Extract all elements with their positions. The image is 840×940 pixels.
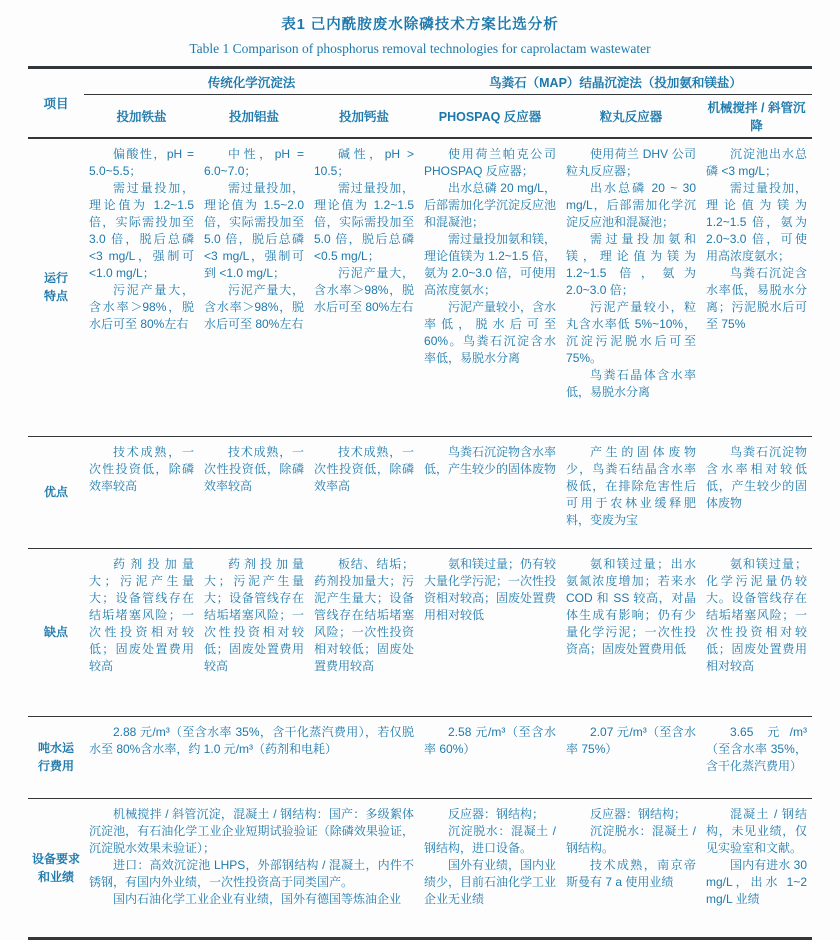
cell-equipment-pellet: 反应器：钢结构； 沉淀脱水：混凝土 / 钢结构。 技术成熟，南京帝斯曼有 7 a 使用业绩: [566, 806, 697, 889]
row-label-advantages: 优点: [43, 485, 68, 499]
cell-cost-pellet: 2.07 元/m³（至含水率 75%）: [566, 724, 697, 756]
cell-disadvantages-mechanical: 氨和镁过量；化学污泥量仍较大。设备管线存在结垢堵塞风险；一次性投资相对较低；固废处置费用相对较高: [706, 556, 808, 673]
table-row-operating-features: [28, 138, 812, 436]
cell-disadvantages-calcium: 板结、结垢；药剂投加量大；污泥产生量大；设备管线存在结垢堵塞风险；一次性投资相对较低；固废处置费用较高: [314, 556, 415, 673]
row-label-operating-features: 运行 特点: [43, 271, 68, 304]
cell-operating-phospaq: 使用荷兰帕克公司 PHOSPAQ 反应器； 出水总磷 20 mg/L，后部需加化学沉淀反应池和混凝池； 需过量投加氨和镁，理论值镁为 1.2~1.5 倍，氨为 2.0~3.0 倍，可使用高浓度氨水； 污泥产量较小，含水率低，脱水后可至 60%。鸟粪石沉淀含水率低，易脱水分离: [424, 147, 557, 365]
row-label-equipment-track-record: 设备要求 和业绩: [31, 851, 80, 884]
cell-advantages-pellet: 产生的固体废物少，鸟粪石结晶含水率极低，在排除危害性后可用于农林业缓释肥料，变废为宝: [566, 444, 697, 527]
table-caption-zh: 表1 己内酰胺废水除磷技术方案比选分析: [281, 17, 559, 33]
cell-equipment-traditional-merged: 机械搅拌 / 斜管沉淀，混凝土 / 钢结构：国产：多级絮体沉淀池，有石油化学工业企业短期试验验证（除磷效果验证，沉淀脱水效果未验证）； 进口：高效沉淀池 LHPS，外部钢结构 / 混凝土，内件不锈钢，有国内外业绩，一次性投资高于同类国产。 国内石油化学工业企业有业绩，国外有德国等炼油企业: [89, 806, 415, 906]
col-header-mechanical-mixing: 机械搅拌 / 斜管沉降: [701, 95, 812, 139]
cell-disadvantages-pellet: 氨和镁过量；出水氨氮浓度增加；若来水 COD 和 SS 较高，对晶体生成有影响；仍有少量化学污泥；一次性投资高；固废处置费用低: [566, 556, 697, 656]
cell-advantages-aluminum: 技术成熟，一次性投资低，除磷效率较高: [204, 444, 304, 493]
table-row-disadvantages: [28, 548, 812, 716]
col-header-calcium-salt: 投加钙盐: [309, 95, 419, 139]
cell-cost-phospaq: 2.58 元/m³（至含水率 60%）: [424, 724, 557, 756]
cell-operating-mechanical: 沉淀池出水总磷 <3 mg/L； 需过量投加，理论值为镁为 1.2~1.5 倍，氨为 2.0~3.0 倍，可使用高浓度氨水； 鸟粪石沉淀含水率低，易脱水分离；污泥脱水后可至 75%: [706, 147, 808, 331]
group-header-traditional-chemical: 传统化学沉淀法: [84, 68, 419, 95]
cell-disadvantages-aluminum: 药剂投加量大；污泥产生量大；设备管线存在结垢堵塞风险；一次性投资相对较低；固废处置费用较高: [204, 556, 304, 673]
cell-cost-traditional-merged: 2.88 元/m³（至含水率 35%，含干化蒸汽费用），若仅脱水至 80%含水率，约 1.0 元/m³（药剂和电耗）: [89, 724, 415, 756]
col-header-phospaq-reactor: PHOSPAQ 反应器: [419, 95, 561, 139]
cell-operating-pellet: 使用荷兰 DHV 公司粒丸反应器； 出水总磷 20 ~ 30 mg/L，后部需加化学沉淀反应池和混凝池； 需过量投加氨和镁，理论值为镁为 1.2~1.5 倍，氨为 2.0~3.0 倍； 污泥产量较小，粒丸含水率低 5%~10%，沉淀污泥脱水后可至 75%。 鸟粪石晶体含水率低，易脱水分离: [566, 147, 697, 399]
comparison-table: [28, 66, 812, 940]
table-row-advantages: [28, 436, 812, 548]
table-caption-en: Table 1 Comparison of phosphorus removal technologies for caprolactam wastewater: [189, 41, 651, 56]
col-header-pellet-reactor: 粒丸反应器: [561, 95, 701, 139]
cell-operating-aluminum: 中性，pH = 6.0~7.0； 需过量投加，理论值为 1.5~2.0 倍，实际需投加至 5.0 倍，脱后总磷 <3 mg/L，强制可到 <1.0 mg/L； 污泥产量大，含水率＞98%，脱水后可至 80%左右: [204, 147, 304, 331]
cell-advantages-phospaq: 鸟粪石沉淀物含水率低，产生较少的固体废物: [424, 444, 557, 476]
cell-equipment-phospaq: 反应器：钢结构； 沉淀脱水：混凝土 / 钢结构，进口设备。 国外有业绩，国内业绩少，目前石油化学工业企业无业绩: [424, 806, 557, 906]
cell-equipment-mechanical: 混凝土 / 钢结构，未见业绩，仅见实验室和文献。 国内有进水 30 mg/L，出水 1~2 mg/L 业绩: [706, 806, 808, 906]
cell-advantages-calcium: 技术成熟，一次性投资低，除磷效率高: [314, 444, 415, 493]
cell-advantages-iron: 技术成熟，一次性投资低，除磷效率较高: [89, 444, 194, 493]
cell-disadvantages-phospaq: 氨和镁过量；仍有较大量化学污泥；一次性投资相对较高；固废处置费用相对较低: [424, 556, 557, 622]
cell-operating-calcium: 碱性，pH > 10.5； 需过量投加，理论值为 1.2~1.5 倍，实际需投加至 5.0 倍，脱后总磷 <0.5 mg/L； 污泥产量大，含水率＞98%，脱水后可至 80%左右: [314, 147, 415, 314]
cell-disadvantages-iron: 药剂投加量大；污泥产生量大；设备管线存在结垢堵塞风险；一次性投资相对较低；固废处置费用较高: [89, 556, 194, 673]
col-header-aluminum-salt: 投加铝盐: [199, 95, 309, 139]
group-header-struvite-map: 鸟粪石（MAP）结晶沉淀法（投加氨和镁盐）: [419, 68, 812, 95]
table-row-equipment-track-record: [28, 798, 812, 938]
row-label-cost-per-ton: 吨水运 行费用: [37, 741, 74, 773]
corner-header-item: 项目: [28, 68, 84, 139]
row-label-disadvantages: 缺点: [43, 625, 68, 639]
cell-cost-mechanical: 3.65 元/m³（至含水率 35%，含干化蒸汽费用）: [706, 724, 808, 773]
cell-operating-iron: 偏酸性，pH = 5.0~5.5； 需过量投加，理论值为 1.2~1.5 倍，实际需投加至 3.0 倍，脱后总磷 <3 mg/L，强制可 <1.0 mg/L； 污泥产量大，含水率＞98%，脱水后可至 80%左右: [89, 147, 194, 331]
table-row-cost-per-ton: [28, 716, 812, 798]
col-header-iron-salt: 投加铁盐: [84, 95, 199, 139]
cell-advantages-mechanical: 鸟粪石沉淀物含水率相对较低低，产生较少的固体废物: [706, 444, 808, 510]
